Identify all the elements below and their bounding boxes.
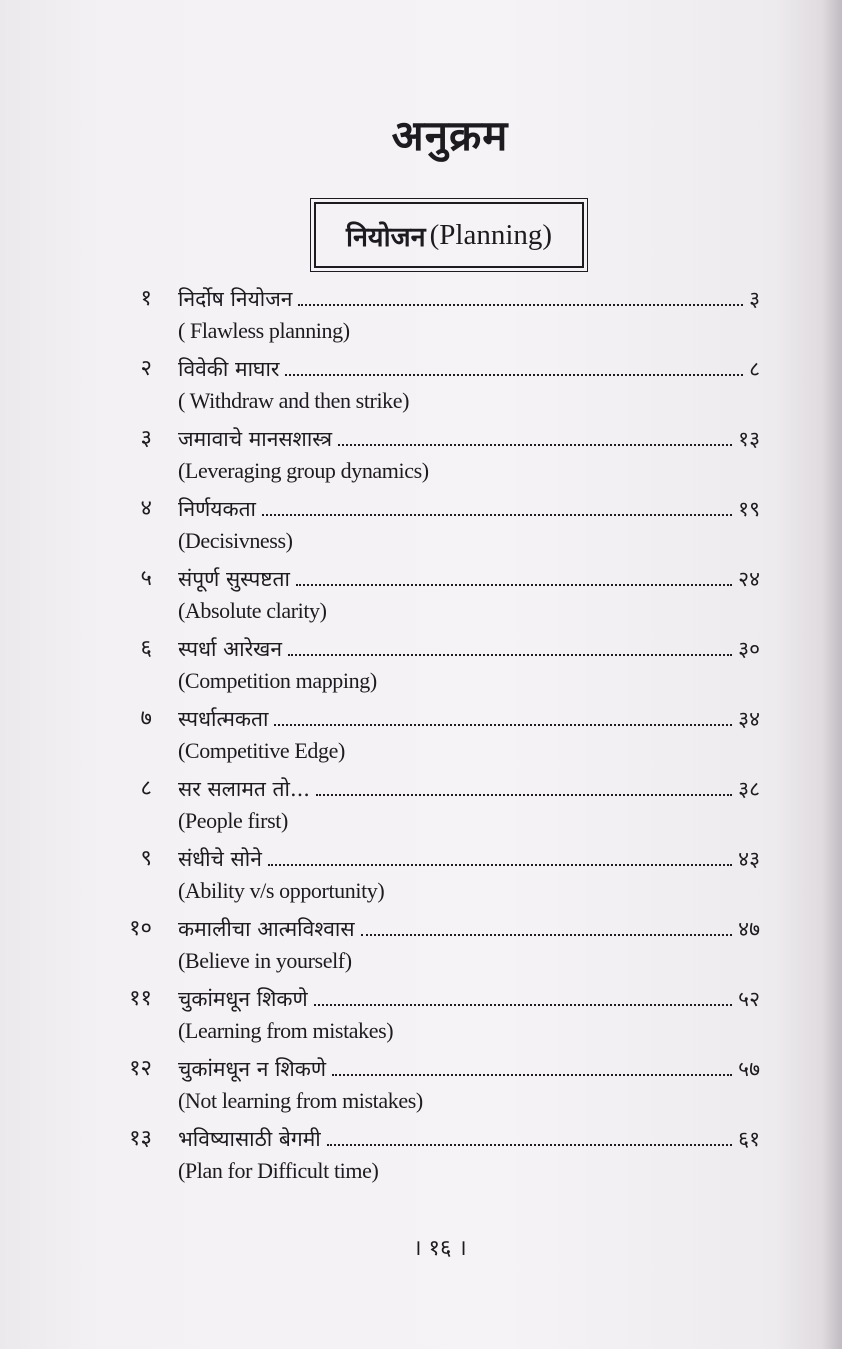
section-heading-english: (Planning) bbox=[429, 218, 553, 251]
toc-entry-english: (Competitive Edge) bbox=[178, 738, 345, 763]
toc-entry-row bbox=[178, 630, 760, 668]
toc-entry-title: निर्णयकता bbox=[178, 497, 256, 521]
toc-entry-title: चुकांमधून शिकणे bbox=[178, 987, 308, 1011]
toc-entry-page: ५७ bbox=[738, 1057, 760, 1081]
toc-leader-dots bbox=[296, 583, 732, 586]
toc-entry-page: १९ bbox=[738, 497, 760, 521]
toc-entry-english: (Leveraging group dynamics) bbox=[178, 458, 429, 483]
toc-entry-title: सर सलामत तो... bbox=[178, 777, 310, 801]
toc-entry-page: ५२ bbox=[738, 987, 760, 1011]
toc-entry-english: (Plan for Difficult time) bbox=[178, 1158, 379, 1183]
toc-entry-row bbox=[178, 1120, 760, 1158]
section-heading-marathi: नियोजन bbox=[345, 221, 426, 253]
toc-leader-dots bbox=[361, 933, 733, 936]
toc-leader-dots bbox=[298, 303, 743, 306]
toc-entry-english: (People first) bbox=[178, 808, 288, 833]
toc-entry-row bbox=[178, 770, 760, 808]
toc-leader-dots bbox=[262, 513, 732, 516]
toc-entry-english: (Ability v/s opportunity) bbox=[178, 878, 385, 903]
toc-leader-dots bbox=[274, 723, 732, 726]
toc-entry-number: ९ bbox=[140, 846, 152, 871]
toc-entry-english: (Believe in yourself) bbox=[178, 948, 352, 973]
toc-entry bbox=[100, 840, 760, 910]
toc-entry-title: संपूर्ण सुस्पष्टता bbox=[178, 567, 290, 591]
toc-entry-title: जमावाचे मानसशास्त्र bbox=[178, 427, 333, 451]
toc-leader-dots bbox=[338, 443, 732, 446]
toc-entry-row bbox=[178, 910, 760, 948]
toc-entry-number: १० bbox=[129, 916, 152, 941]
toc-entry-page: ३ bbox=[749, 287, 760, 311]
toc-entry-row bbox=[178, 490, 760, 528]
page-number-folio: । १६ । bbox=[413, 1236, 467, 1261]
toc-entry-row bbox=[178, 840, 760, 878]
toc-leader-dots bbox=[332, 1073, 732, 1076]
toc-entry-english: (Competition mapping) bbox=[178, 668, 377, 693]
toc-entry-english: ( Flawless planning) bbox=[178, 318, 350, 343]
toc-entry-title: चुकांमधून न शिकणे bbox=[178, 1057, 327, 1081]
toc-entry-english: (Decisivness) bbox=[178, 528, 293, 553]
toc-entry bbox=[100, 910, 760, 980]
toc-entry-number: ८ bbox=[140, 776, 152, 801]
section-heading-box bbox=[314, 202, 584, 268]
toc-entry bbox=[100, 700, 760, 770]
toc-entry-page: ६१ bbox=[738, 1127, 760, 1151]
toc-entry bbox=[100, 420, 760, 490]
toc-leader-dots bbox=[285, 373, 743, 376]
toc-leader-dots bbox=[327, 1143, 732, 1146]
toc-entry-page: ४७ bbox=[738, 917, 760, 941]
toc-entry-page: १३ bbox=[738, 427, 760, 451]
toc-entry-number: १२ bbox=[129, 1056, 152, 1081]
toc-entry-row bbox=[178, 700, 760, 738]
toc-entry-row bbox=[178, 280, 760, 318]
toc-entry-number: १३ bbox=[129, 1126, 152, 1151]
toc-entry-row bbox=[178, 980, 760, 1018]
toc-leader-dots bbox=[268, 863, 732, 866]
toc-entry-page: ८ bbox=[749, 357, 760, 381]
toc-entry-number: ६ bbox=[140, 636, 152, 661]
toc-entry bbox=[100, 770, 760, 840]
toc-entry-page: ४३ bbox=[738, 847, 760, 871]
toc-entry bbox=[100, 1120, 760, 1190]
toc-entry-number: २ bbox=[140, 356, 152, 381]
toc-entry-title: कमालीचा आत्मविश्वास bbox=[178, 917, 355, 941]
toc-leader-dots bbox=[288, 653, 732, 656]
toc-entry-number: ११ bbox=[129, 986, 152, 1011]
toc-entry-english: (Learning from mistakes) bbox=[178, 1018, 394, 1043]
table-of-contents bbox=[100, 280, 760, 1190]
toc-entry bbox=[100, 560, 760, 630]
toc-entry-english: ( Withdraw and then strike) bbox=[178, 388, 410, 413]
toc-entry bbox=[100, 630, 760, 700]
toc-entry-title: विवेकी माघार bbox=[178, 357, 280, 381]
toc-entry-row bbox=[178, 560, 760, 598]
toc-entry-page: ३० bbox=[738, 637, 760, 661]
toc-entry-page: ३४ bbox=[738, 707, 760, 731]
toc-leader-dots bbox=[314, 1003, 732, 1006]
toc-leader-dots bbox=[316, 793, 732, 796]
toc-entry-row bbox=[178, 1050, 760, 1088]
toc-entry-title: स्पर्धा आरेखन bbox=[178, 637, 283, 661]
toc-entry-title: स्पर्धात्मकता bbox=[178, 707, 269, 731]
toc-entry-title: भविष्यासाठी बेगमी bbox=[178, 1127, 321, 1151]
toc-entry-number: ७ bbox=[140, 706, 152, 731]
toc-entry bbox=[100, 1050, 760, 1120]
toc-entry-number: ३ bbox=[140, 426, 152, 451]
toc-entry-number: ४ bbox=[140, 496, 152, 521]
toc-entry bbox=[100, 490, 760, 560]
toc-entry-row bbox=[178, 350, 760, 388]
toc-entry-title: निर्दोष नियोजन bbox=[178, 287, 293, 311]
page-title: अनुक्रम bbox=[391, 111, 509, 160]
toc-entry-page: २४ bbox=[738, 567, 760, 591]
toc-entry bbox=[100, 280, 760, 350]
toc-entry-english: (Not learning from mistakes) bbox=[178, 1088, 423, 1113]
toc-entry-english: (Absolute clarity) bbox=[178, 598, 327, 623]
toc-entry-title: संधीचे सोने bbox=[178, 847, 262, 871]
page-spine-shadow bbox=[822, 0, 842, 1349]
toc-entry bbox=[100, 350, 760, 420]
toc-entry-number: १ bbox=[140, 286, 152, 311]
toc-entry-number: ५ bbox=[140, 566, 152, 591]
toc-entry-row bbox=[178, 420, 760, 458]
toc-entry-page: ३८ bbox=[738, 777, 760, 801]
toc-entry bbox=[100, 980, 760, 1050]
